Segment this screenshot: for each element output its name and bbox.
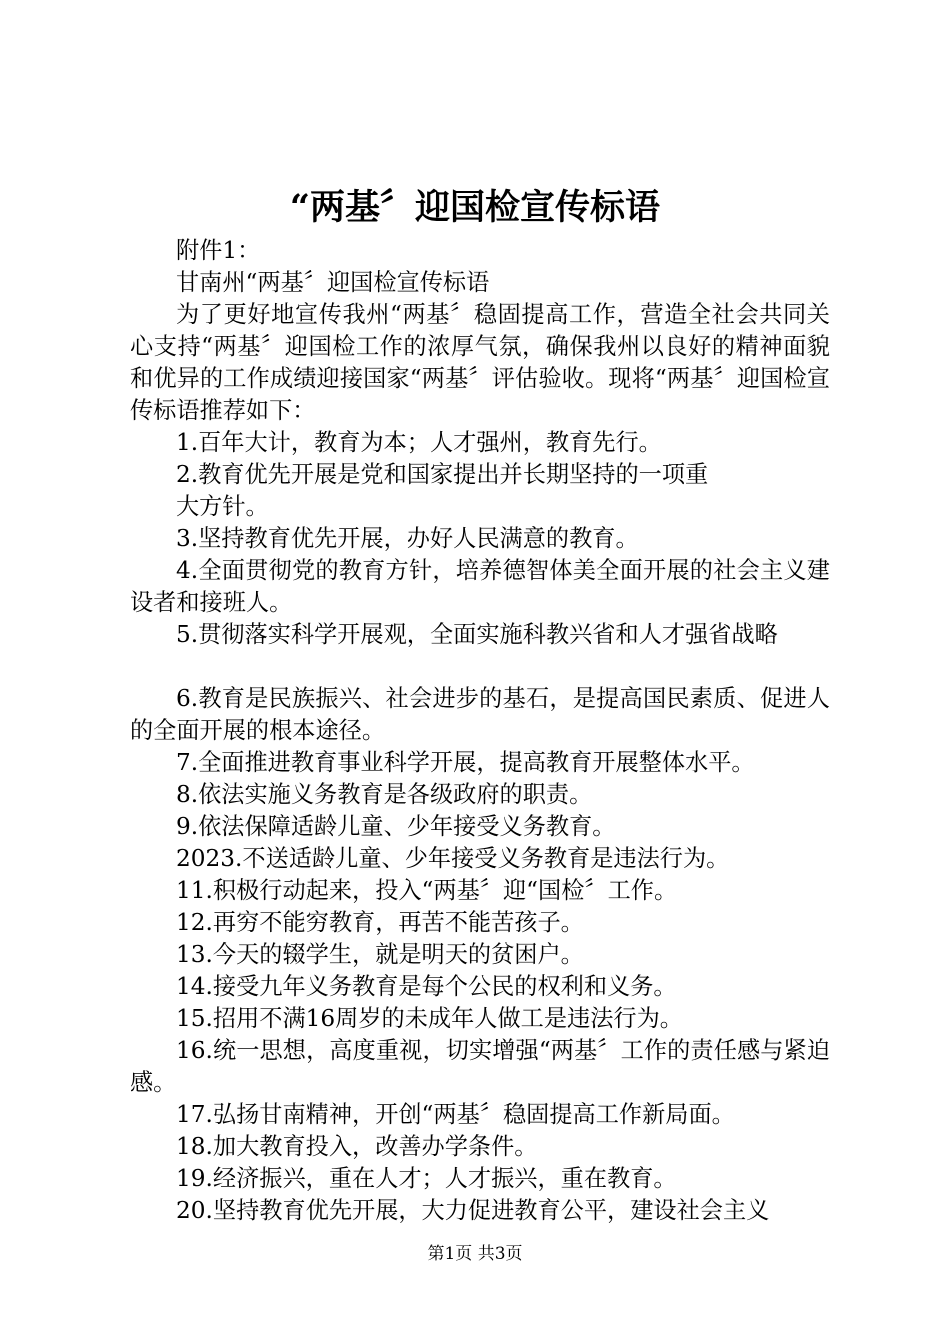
- slogan-item: 12.再穷不能穷教育，再苦不能苦孩子。: [176, 909, 584, 936]
- slogan-item: 2023.不送适龄儿童、少年接受义务教育是违法行为。: [176, 845, 730, 872]
- slogan-item: 20.坚持教育优先开展，大力促进教育公平，建设社会主义: [176, 1197, 770, 1224]
- slogan-item: 5.贯彻落实科学开展观，全面实施科教兴省和人才强省战略: [176, 621, 778, 648]
- document-subtitle: 甘南州“两基〞迎国检宣传标语: [176, 269, 490, 296]
- slogan-item-continuation: 大方针。: [176, 493, 269, 520]
- slogan-item: 14.接受九年义务教育是每个公民的权利和义务。: [176, 973, 677, 1000]
- slogan-item: 1.百年大计，教育为本；人才强州，教育先行。: [176, 429, 662, 456]
- slogan-item: 11.积极行动起来，投入“两基〞迎“国检〞工作。: [176, 877, 678, 904]
- slogan-item: 2.教育优先开展是党和国家提出并长期坚持的一项重: [176, 461, 709, 488]
- attachment-label: 附件1：: [176, 237, 261, 264]
- slogan-item: 8.依法实施义务教育是各级政府的职责。: [176, 781, 593, 808]
- slogan-item: 18.加大教育投入，改善办学条件。: [176, 1133, 538, 1160]
- document-body: [130, 235, 830, 1227]
- slogan-item: 9.依法保障适龄儿童、少年接受义务教育。: [176, 813, 616, 840]
- blank-line: [130, 651, 830, 683]
- slogan-item: 6.教育是民族振兴、社会进步的基石，是提高国民素质、促进人的全面开展的根本途径。: [130, 685, 830, 744]
- page-number-footer: 第1页 共3页: [427, 1244, 523, 1264]
- slogan-item: 7.全面推进教育事业科学开展，提高教育开展整体水平。: [176, 749, 755, 776]
- slogan-item: 17.弘扬甘南精神，开创“两基〞稳固提高工作新局面。: [176, 1101, 735, 1128]
- slogan-item: 16.统一思想，高度重视，切实增强“两基〞工作的责任感与紧迫感。: [130, 1037, 830, 1096]
- intro-paragraph: 为了更好地宣传我州“两基〞稳固提高工作，营造全社会共同关心支持“两基〞迎国检工作的浓厚气氛，确保我州以良好的精神面貌和优异的工作成绩迎接国家“两基〞评估验收。现将“两基〞迎国检宣传标语推荐如下：: [130, 301, 830, 424]
- slogan-item: 13.今天的辍学生，就是明天的贫困户。: [176, 941, 584, 968]
- slogan-item: 19.经济振兴，重在人才；人才振兴，重在教育。: [176, 1165, 677, 1192]
- document-title: “两基〞迎国检宣传标语: [289, 187, 661, 228]
- slogan-item: 15.招用不满16周岁的未成年人做工是违法行为。: [176, 1005, 683, 1032]
- slogan-item: 4.全面贯彻党的教育方针，培养德智体美全面开展的社会主义建设者和接班人。: [130, 557, 830, 616]
- slogan-item: 3.坚持教育优先开展，办好人民满意的教育。: [176, 525, 639, 552]
